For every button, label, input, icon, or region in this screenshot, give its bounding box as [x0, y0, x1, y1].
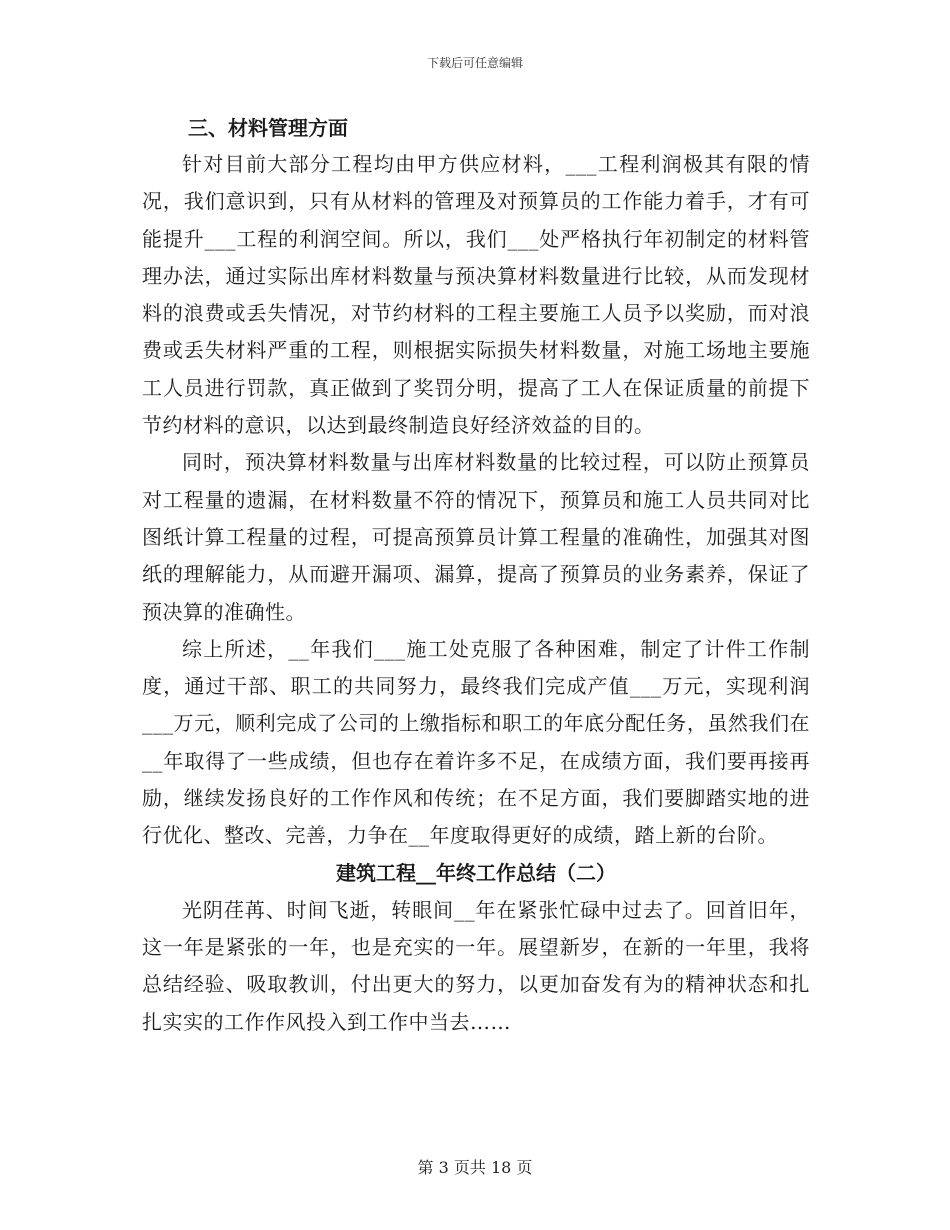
document-title-part-two: 建筑工程__年终工作总结（二）: [336, 860, 616, 885]
page-header-note: 下载后可任意编辑: [426, 56, 523, 70]
paragraph-materials-management: 针对目前大部分工程均由甲方供应材料，___工程利润极其有限的情况，我们意识到，只有从材料的管理及对预算员的工作能力着手，才有可能提升___工程的利润空间。所以，我们___处严格执行年初制定的材料管理办法，通过实际出库材料数量与预决算材料数量进行比较，从而发现材料的浪费或丢失情况，对节约材料的工程主要施工人员予以奖励，而对浪费或丢失材料严重的工程，则根据实际损失材料数量，对施工场地主要施工人员进行罚款，真正做到了奖罚分明，提高了工人在保证质量的前提下节约材料的意识，以达到最终制造良好经济效益的目的。: [142, 152, 810, 438]
paragraph-summary: 综上所述，__年我们___施工处克服了各种困难，制定了计件工作制度，通过干部、职工的共同努力，最终我们完成产值___万元，实现利润___万元，顺利完成了公司的上缴指标和职工的年底分配任务，虽然我们在__年取得了一些成绩，但也存在着许多不足，在成绩方面，我们要再接再励，继续发扬良好的工作作风和传统；在不足方面，我们要脚踏实地的进行优化、整改、完善，力争在__年度取得更好的成绩，踏上新的台阶。: [142, 636, 810, 848]
paragraph-budget-comparison: 同时，预决算材料数量与出库材料数量的比较过程，可以防止预算员对工程量的遗漏，在材料数量不符的情况下，预算员和施工人员共同对比图纸计算工程量的过程，可提高预算员计算工程量的准确性，加强其对图纸的理解能力，从而避开漏项、漏算，提高了预算员的业务素养，保证了预决算的准确性。: [142, 450, 810, 624]
section-heading: 三、材料管理方面: [188, 116, 348, 140]
page-number-footer: 第 3 页共 18 页: [417, 1158, 533, 1177]
paragraph-intro-part-two: 光阴荏苒、时间飞逝，转眼间__年在紧张忙碌中过去了。回首旧年，这一年是紧张的一年，也是充实的一年。展望新岁，在新的一年里，我将总结经验、吸取教训，付出更大的努力，以更加奋发有为的精神状态和扎扎实实的工作作风投入到工作中当去……: [142, 897, 810, 1034]
document-body: [142, 110, 810, 1041]
